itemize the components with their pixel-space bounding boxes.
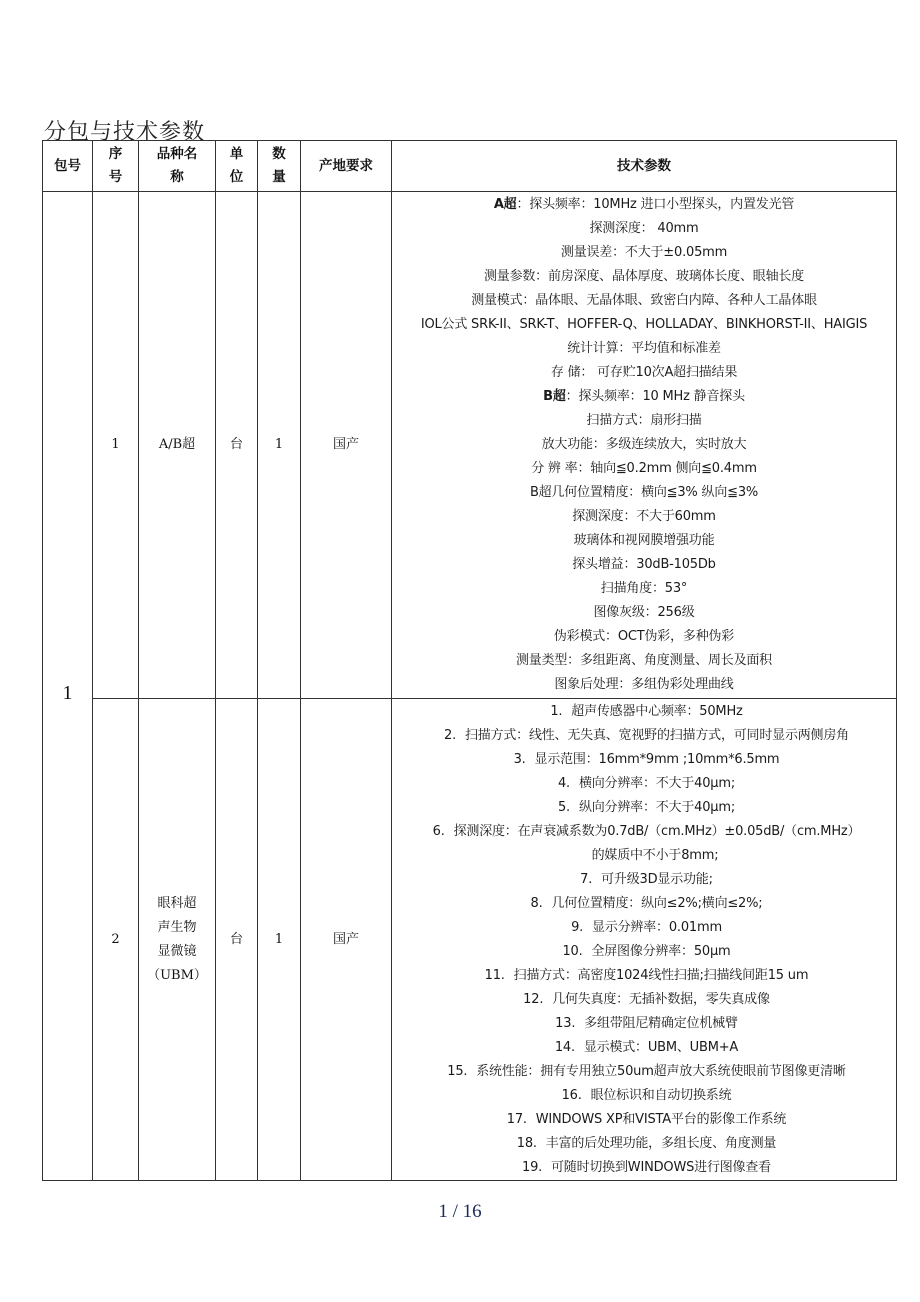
origin-cell: 国产 [301,699,392,1181]
param-line: 3. 显示范围：16mm*9mm ;10mm*6.5mm [392,748,896,772]
param-line: 15. 系统性能：拥有专用独立50um超声放大系统使眼前节图像更清晰 [392,1060,896,1084]
param-line: 图象后处理：多组伪彩处理曲线 [554,677,734,692]
param-line: 17. WINDOWS XP和VISTA平台的影像工作系统 [392,1108,896,1132]
table-row [43,192,897,699]
quantity-cell: 1 [258,192,301,699]
param-number: 17. [506,1111,527,1127]
param-line: 18. 丰富的后处理功能，多组长度、角度测量 [392,1132,896,1156]
param-line: 伪彩模式：OCT伪彩，多种伪彩 [553,629,735,644]
seq-cell: 1 [93,192,139,699]
item-name-cell: A/B超 [139,192,216,699]
param-line: 放大功能：多级连续放大，实时放大 [541,437,747,452]
param-number: 7. [580,871,593,887]
param-number: 11. [484,967,505,983]
param-number: 3. [513,751,526,767]
param-number: 8. [530,895,543,911]
param-line: 图像灰级：256级 [593,605,695,620]
param-line: 存 储： 可存贮10次A超扫描结果 [550,365,738,380]
page-indicator: 1 / 16 [438,1201,482,1222]
param-section-label: A超 [493,197,517,212]
param-line: 16. 眼位标识和自动切换系统 [392,1084,896,1108]
unit-cell: 台 [216,192,258,699]
param-line: 11. 扫描方式：高密度1024线性扫描;扫描线间距15 um [392,964,896,988]
param-line: 探测深度：不大于60mm [572,509,716,524]
origin-cell: 国产 [301,192,392,699]
param-line: 19. 可随时切换到WINDOWS进行图像查看 [392,1156,896,1180]
header-unit: 单 位 [216,141,258,192]
param-number: 5. [557,799,570,815]
param-number: 6. [432,823,445,839]
param-number: 10. [562,943,583,959]
header-package-no: 包号 [43,141,93,192]
tech-params-cell [392,699,897,1181]
unit-cell: 台 [216,699,258,1181]
param-line: A超：探头频率：10MHz 进口小型探头，内置发光管 [493,197,795,212]
header-quantity: 数 量 [258,141,301,192]
document-title: 分包与技术参数 [44,119,206,145]
param-line: 14. 显示模式：UBM、UBM+A [392,1036,896,1060]
param-line: 8. 几何位置精度：纵向≤2%;横向≤2%; [392,892,896,916]
param-line: 9. 显示分辨率：0.01mm [392,916,896,940]
param-number: 12. [523,991,544,1007]
item-name-cell [139,699,216,1181]
param-line: B超：探头频率：10 MHz 静音探头 [543,389,745,404]
param-number: 16. [561,1087,582,1103]
item-name-line: （UBM） [147,967,207,983]
param-line: 4. 横向分辨率：不大于40μm; [392,772,896,796]
tech-params-cell [392,192,897,699]
param-number: 19. [522,1159,543,1175]
item-name-line: 显微镜 [157,943,197,959]
table-header-row [43,141,897,192]
param-line: 扫描方式：扇形扫描 [586,413,702,428]
table-row [43,699,897,1181]
param-line: 的媒质中不小于8mm; [591,847,719,863]
seq-cell: 2 [93,699,139,1181]
param-line: 13. 多组带阻尼精确定位机械臂 [392,1012,896,1036]
header-tech-params: 技术参数 [392,141,897,192]
param-section-label: B超 [543,389,566,404]
param-line: 6. 探测深度：在声衰减系数为0.7dB/（cm.MHz）±0.05dB/（cm.MHz） [392,820,896,844]
param-line: 测量模式：晶体眼、无晶体眼、致密白内障、各种人工晶体眼 [471,293,817,308]
param-line: 7. 可升级3D显示功能; [392,868,896,892]
param-line: 玻璃体和视网膜增强功能 [573,533,715,548]
param-number: 14. [554,1039,575,1055]
quantity-cell: 1 [258,699,301,1181]
param-line: 1. 超声传感器中心频率：50MHz [392,700,896,724]
package-number: 1 [62,682,73,704]
param-line: 探头增益：30dB-105Db [572,557,716,572]
spec-table [42,140,897,1181]
param-line: 测量误差：不大于±0.05mm [560,245,728,260]
param-number: 4. [557,775,570,791]
param-number: 13. [555,1015,576,1031]
param-line: 5. 纵向分辨率：不大于40μm; [392,796,896,820]
param-line: 2. 扫描方式：线性、无失真、宽视野的扫描方式，可同时显示两侧房角 [392,724,896,748]
item-name-line: 声生物 [157,919,197,935]
param-line: 测量类型：多组距离、角度测量、周长及面积 [515,653,772,668]
item-name-line: 眼科超 [157,895,197,911]
param-line: 分 辨 率：轴向≦0.2mm 侧向≦0.4mm [531,461,757,476]
param-number: 9. [571,919,584,935]
param-number: 15. [447,1063,468,1079]
param-line: IOL公式 SRK-II、SRK-T、HOFFER-Q、HOLLADAY、BINKHORST-II、HAIGIS [420,317,868,332]
param-line: 探测深度： 40mm [589,221,699,236]
header-seq-no: 序 号 [93,141,139,192]
param-line: B超几何位置精度：横向≦3% 纵向≦3% [529,485,759,500]
param-number: 18. [516,1135,537,1151]
param-line: 10. 全屏图像分辨率：50μm [392,940,896,964]
package-number-cell [43,192,93,1181]
param-line: 测量参数：前房深度、晶体厚度、玻璃体长度、眼轴长度 [483,269,804,284]
param-line: 12. 几何失真度：无插补数据，零失真成像 [392,988,896,1012]
param-line: 统计计算：平均值和标准差 [567,341,721,356]
param-number: 1. [550,703,563,719]
header-item-name: 品种名 称 [139,141,216,192]
header-origin: 产地要求 [301,141,392,192]
param-line: 扫描角度：53° [600,581,688,596]
param-number: 2. [444,727,457,743]
